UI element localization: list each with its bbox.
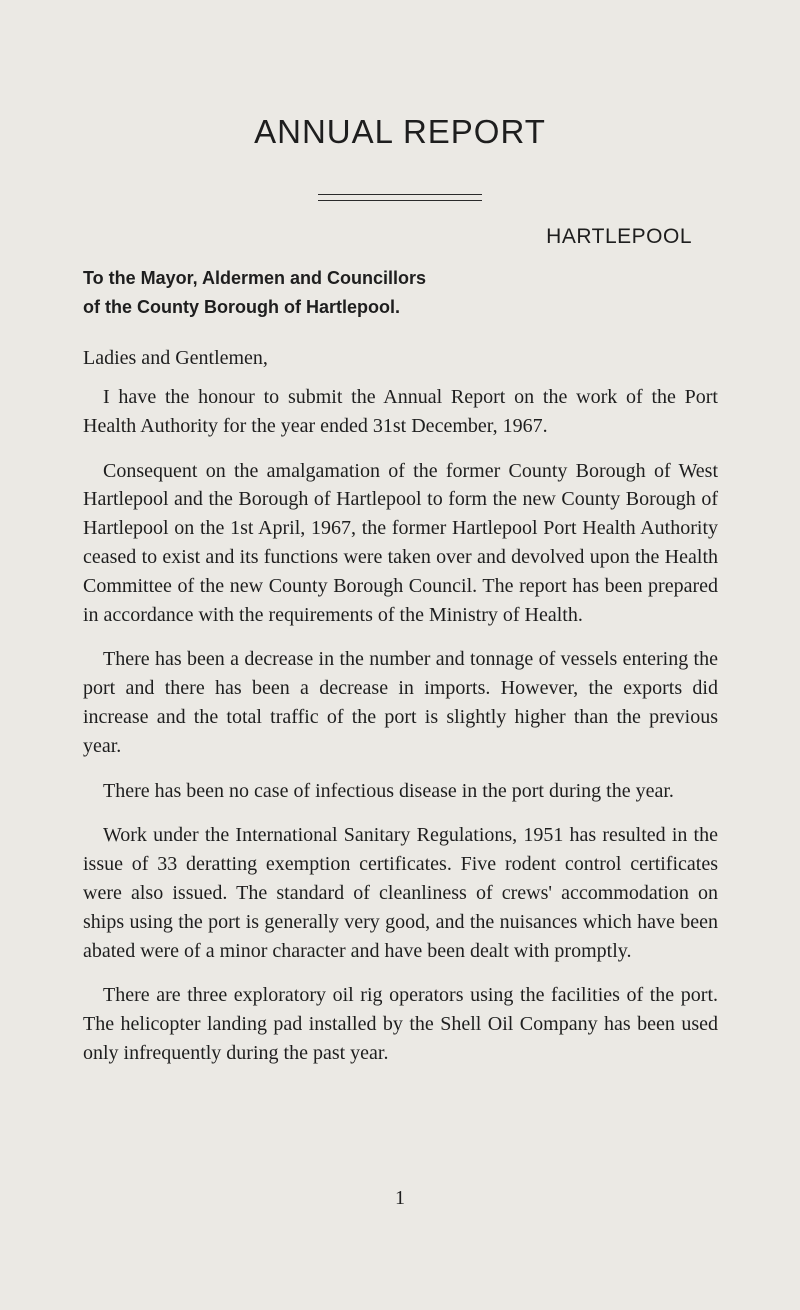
address-block [83, 264, 723, 322]
paragraph: I have the honour to submit the Annual Report on the work of the Port Health Authority for the year ended 31st December, 1967. [83, 386, 718, 437]
paragraph: Consequent on the amalgamation of the former County Borough of West Hartlepool and the Borough of Hartlepool to form the new County Borough of Hartlepool on the 1st April, 1967, the former Hartlepool Port Health Authority ceased to exist and its functions were taken over and devolved upon the Health Committee of the new County Borough Council. The report has been prepared in accordance with the requirements of the Ministry of Health. [83, 459, 718, 626]
paragraph: There has been a decrease in the number and tonnage of vessels entering the port and there has been a decrease in imports. However, the exports did increase and the total traffic of the port is slightly higher than the previous year. [83, 648, 718, 757]
report-body [83, 383, 718, 1084]
address-line: To the Mayor, Aldermen and Councillors [83, 268, 427, 288]
salutation: Ladies and Gentlemen, [83, 347, 268, 369]
page-title: ANNUAL REPORT [254, 113, 546, 150]
address-line: of the County Borough of Hartlepool. [83, 297, 400, 317]
paragraph: Work under the International Sanitary Regulations, 1951 has resulted in the issue of 33 deratting exemption certificates. Five rodent control certificates were also issued. The standard of cleanliness of crews' accommodation on ships using the port is generally very good, and the nuisances which have been abated were of a minor character and have been dealt with promptly. [83, 824, 718, 962]
place-heading: HARTLEPOOL [546, 225, 692, 248]
paragraph: There are three exploratory oil rig operators using the facilities of the port. The helicopter landing pad installed by the Shell Oil Company has been used only infrequently during the past year. [83, 984, 718, 1064]
page-number: 1 [395, 1187, 405, 1209]
paragraph: There has been no case of infectious disease in the port during the year. [103, 779, 674, 802]
title-double-rule [318, 194, 482, 201]
